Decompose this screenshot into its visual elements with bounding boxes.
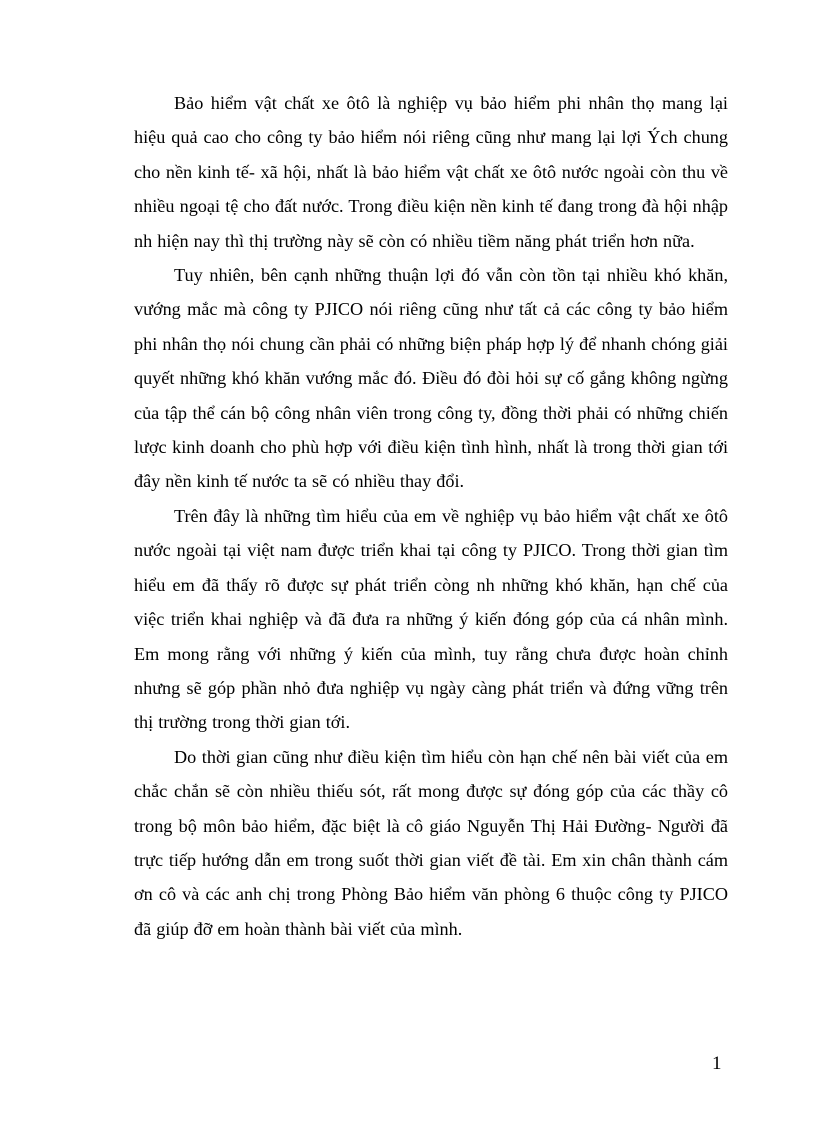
document-body	[134, 86, 728, 946]
paragraph-4: Do thời gian cũng như điều kiện tìm hiểu còn hạn chế nên bài viết của em chắc chắn sẽ còn nhiều thiếu sót, rất mong được sự đóng góp của các thầy cô trong bộ môn bảo hiểm, đặc biệt là cô giáo Nguyễn Thị Hải Đường- Người đã trực tiếp hướng dẫn em trong suốt thời gian viết đề tài. Em xin chân thành cám ơn cô và các anh chị trong Phòng Bảo hiểm văn phòng 6 thuộc công ty PJICO đã giúp đỡ em hoàn thành bài viết của mình.	[134, 746, 728, 939]
page-number: 1	[712, 1053, 722, 1074]
paragraph-2: Tuy nhiên, bên cạnh những thuận lợi đó vẫn còn tồn tại nhiều khó khăn, vướng mắc mà công ty PJICO nói riêng cũng như tất cả các công ty bảo hiểm phi nhân thọ nói chung cần phải có những biện pháp hợp lý để nhanh chóng giải quyết những khó khăn vướng mắc đó. Điều đó đòi hỏi sự cố gắng không ngừng của tập thể cán bộ công nhân viên trong công ty, đồng thời phải có những chiến lược kinh doanh cho phù hợp với điều kiện tình hình, nhất là trong thời gian tới đây nền kinh tế nước ta sẽ có nhiều thay đổi.	[134, 265, 728, 492]
paragraph-3: Trên đây là những tìm hiểu của em về nghiệp vụ bảo hiểm vật chất xe ôtô nước ngoài tại việt nam được triển khai tại công ty PJICO. Trong thời gian tìm hiểu em đã thấy rõ được sự phát triển còng nh những khó khăn, hạn chế của việc triển khai nghiệp và đã đưa ra những ý kiến đóng góp của cá nhân mình. Em mong rằng với những ý kiến của mình, tuy rằng chưa được hoàn chỉnh nhưng sẽ góp phần nhỏ đưa nghiệp vụ ngày càng phát triển và đứng vững trên thị trường trong thời gian tới.	[134, 505, 728, 733]
paragraph-1: Bảo hiểm vật chất xe ôtô là nghiệp vụ bảo hiểm phi nhân thọ mang lại hiệu quả cao cho công ty bảo hiểm nói riêng cũng như mang lại lợi Ých chung cho nền kinh tế- xã hội, nhất là bảo hiểm vật chất xe ôtô nước ngoài còn thu về nhiều ngoại tệ cho đất nước. Trong điều kiện nền kinh tế đang trong đà hội nhập nh hiện nay thì thị trường này sẽ còn có nhiều tiềm năng phát triển hơn nữa.	[134, 93, 728, 251]
